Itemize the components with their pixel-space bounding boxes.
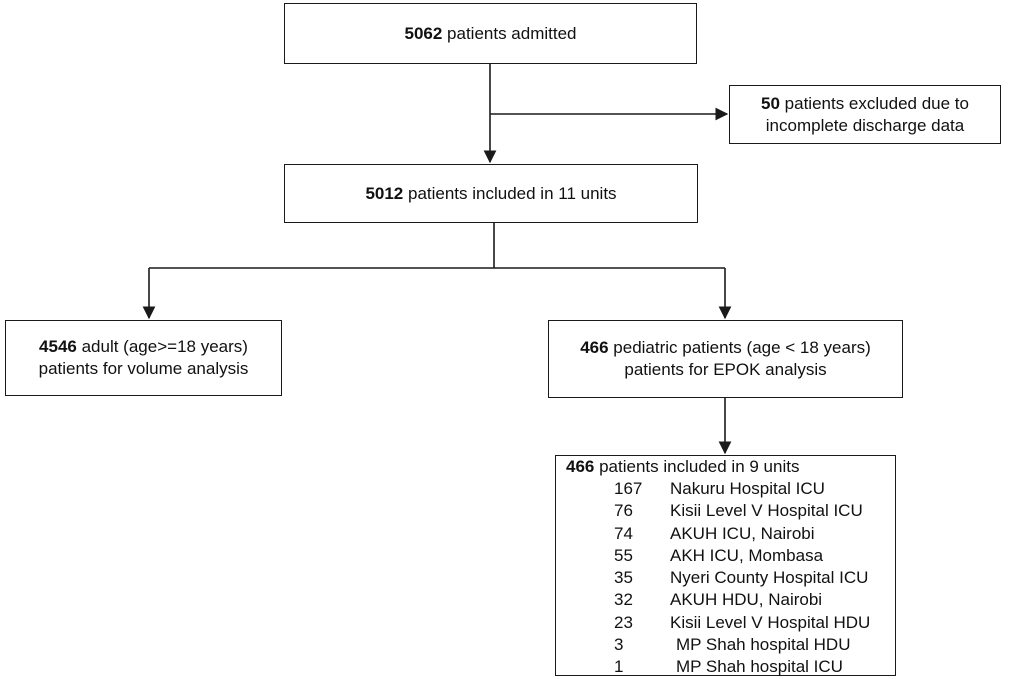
unit-name: AKUH ICU, Nairobi — [670, 523, 815, 543]
adult-count: 4546 — [39, 337, 77, 356]
unit-name: Nyeri County Hospital ICU — [670, 568, 869, 588]
unit-count: 167 — [614, 479, 643, 498]
excluded-box — [729, 85, 1001, 144]
admitted-label: patients admitted — [442, 23, 577, 43]
list-item — [556, 634, 870, 656]
pediatric-label-line2: patients for EPOK analysis — [624, 360, 827, 379]
included-box — [284, 164, 698, 223]
unit-count: 55 — [614, 545, 633, 565]
unit-count: 32 — [614, 590, 633, 610]
units-box — [555, 455, 896, 676]
unit-name: Nakuru Hospital ICU — [670, 479, 825, 498]
included-label: patients included in 11 units — [403, 183, 617, 203]
unit-name: AKUH HDU, Nairobi — [670, 590, 823, 610]
unit-name: MP Shah hospital HDU — [676, 635, 851, 655]
pediatric-label-line1: pediatric patients (age < 18 years) — [608, 338, 871, 357]
admitted-box — [284, 3, 697, 64]
list-item — [556, 545, 870, 567]
unit-count: 35 — [614, 568, 633, 588]
pediatric-count: 466 — [580, 338, 609, 357]
units-list — [556, 478, 870, 679]
adult-box — [5, 320, 282, 396]
excluded-count: 50 — [761, 93, 780, 113]
included-count: 5012 — [365, 183, 404, 203]
unit-count: 76 — [614, 501, 633, 521]
list-item — [556, 589, 870, 611]
list-item — [556, 500, 870, 522]
unit-name: Kisii Level V Hospital ICU — [670, 501, 863, 521]
unit-count: 23 — [614, 612, 633, 632]
adult-label-line1: adult (age>=18 years) — [76, 337, 248, 356]
units-count: 466 — [566, 457, 595, 476]
unit-name: Kisii Level V Hospital HDU — [670, 612, 871, 632]
list-item — [556, 523, 870, 545]
adult-label-line2: patients for volume analysis — [38, 359, 249, 378]
pediatric-box — [548, 320, 903, 398]
units-label: patients included in 9 units — [594, 457, 800, 476]
unit-count: 3 — [614, 635, 624, 655]
unit-name: AKH ICU, Mombasa — [670, 545, 824, 565]
unit-name: MP Shah hospital ICU — [676, 657, 843, 677]
list-item — [556, 478, 870, 500]
list-item — [556, 612, 870, 634]
list-item — [556, 656, 870, 678]
unit-count: 74 — [614, 523, 633, 543]
unit-count: 1 — [614, 657, 624, 677]
excluded-label-line1: patients excluded due to — [779, 93, 969, 113]
admitted-count: 5062 — [404, 23, 443, 43]
excluded-label-line2: incomplete discharge data — [765, 115, 965, 135]
list-item — [556, 567, 870, 589]
